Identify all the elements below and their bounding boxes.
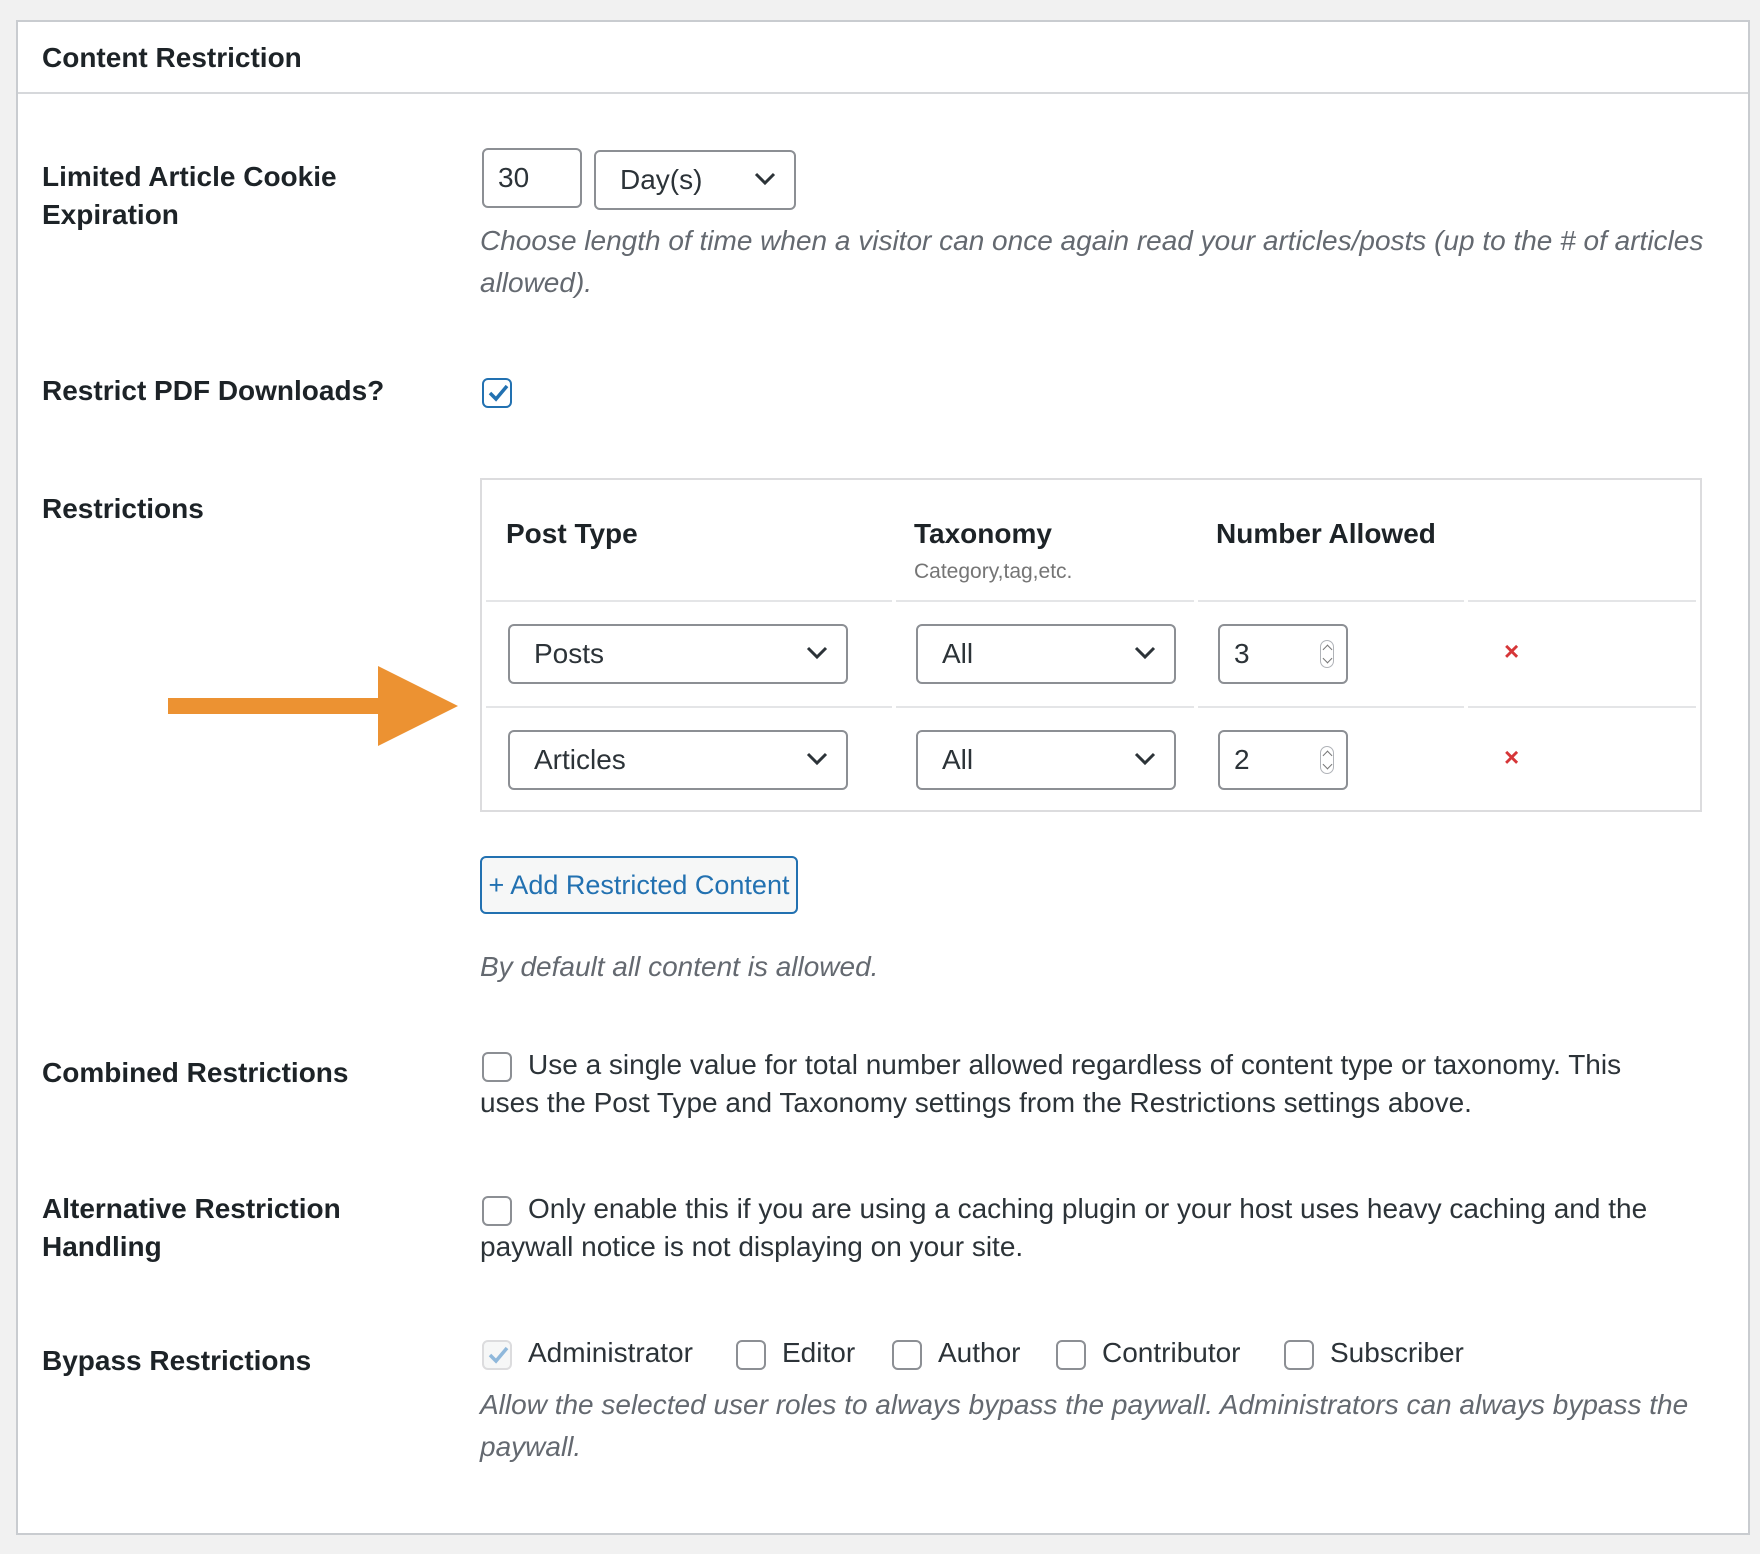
- bypass-editor-checkbox[interactable]: [736, 1340, 766, 1370]
- bypass-administrator-checkbox: [482, 1340, 512, 1370]
- post-type-select[interactable]: [508, 730, 848, 790]
- checkmark-icon: [485, 1342, 511, 1368]
- restrictions-table: [480, 478, 1702, 812]
- post-type-value: Articles: [534, 744, 626, 775]
- remove-row-button[interactable]: ×: [1504, 636, 1520, 666]
- combined-restrictions-text-line1: Use a single value for total number allowed regardless of content type or taxonomy. This: [528, 1049, 1622, 1080]
- alternative-restriction-text-line2: paywall notice is not displaying on your site.: [480, 1231, 1024, 1262]
- bypass-description: Allow the selected user roles to always bypass the paywall. Administrators can always bypass the paywall.: [480, 1389, 1689, 1462]
- orange-arrow-icon: [168, 666, 458, 746]
- alternative-restriction-checkbox[interactable]: [482, 1196, 512, 1226]
- cookie-expiration-input[interactable]: [482, 148, 582, 208]
- post-type-value: Posts: [534, 638, 605, 669]
- add-restricted-content-button[interactable]: + Add Restricted Content: [480, 856, 798, 914]
- alternative-restriction-text-line1: Only enable this if you are using a caching plugin or your host uses heavy caching and the: [528, 1193, 1648, 1224]
- header-taxonomy-hint: Category,tag,etc.: [914, 560, 1073, 583]
- number-allowed-value: 3: [1234, 638, 1250, 669]
- checkmark-icon: [485, 380, 511, 406]
- cookie-expiration-unit-value: Day(s): [620, 164, 703, 195]
- spinner-icon[interactable]: [1320, 640, 1334, 668]
- cookie-expiration-unit-select[interactable]: [594, 150, 796, 210]
- bypass-editor-label: Editor: [782, 1337, 856, 1368]
- chevron-down-icon: [754, 172, 776, 186]
- taxonomy-select[interactable]: [916, 730, 1176, 790]
- panel-header: [18, 22, 1748, 94]
- alternative-restriction-label: Alternative Restriction Handling: [42, 1193, 341, 1262]
- chevron-down-icon: [806, 646, 828, 660]
- number-allowed-input[interactable]: [1218, 624, 1348, 684]
- number-allowed-input[interactable]: [1218, 730, 1348, 790]
- spinner-icon[interactable]: [1320, 746, 1334, 774]
- header-number-allowed: Number Allowed: [1216, 518, 1436, 549]
- cookie-expiration-label: Limited Article Cookie Expiration: [42, 161, 337, 230]
- restrictions-default-note: By default all content is allowed.: [480, 951, 879, 982]
- restrictions-label: Restrictions: [42, 493, 204, 524]
- cookie-expiration-value: 30: [498, 162, 530, 193]
- header-taxonomy: Taxonomy: [914, 518, 1052, 549]
- bypass-subscriber-label: Subscriber: [1330, 1337, 1464, 1368]
- combined-restrictions-text-line2: uses the Post Type and Taxonomy settings from the Restrictions settings above.: [480, 1087, 1472, 1118]
- number-allowed-value: 2: [1234, 744, 1250, 775]
- chevron-down-icon: [1134, 752, 1156, 766]
- restrict-pdf-checkbox[interactable]: [482, 378, 512, 408]
- combined-restrictions-checkbox[interactable]: [482, 1052, 512, 1082]
- bypass-administrator-label: Administrator: [528, 1337, 693, 1368]
- chevron-down-icon: [1134, 646, 1156, 660]
- taxonomy-value: All: [942, 638, 974, 669]
- bypass-author-checkbox[interactable]: [892, 1340, 922, 1370]
- bypass-contributor-label: Contributor: [1102, 1337, 1241, 1368]
- remove-row-button[interactable]: ×: [1504, 742, 1520, 772]
- chevron-down-icon: [806, 752, 828, 766]
- taxonomy-value: All: [942, 744, 974, 775]
- bypass-subscriber-checkbox[interactable]: [1284, 1340, 1314, 1370]
- post-type-select[interactable]: [508, 624, 848, 684]
- bypass-contributor-checkbox[interactable]: [1056, 1340, 1086, 1370]
- content-restriction-panel: [16, 20, 1750, 1535]
- bypass-restrictions-label: Bypass Restrictions: [42, 1345, 312, 1376]
- panel-title: Content Restriction: [42, 42, 302, 73]
- cookie-expiration-description: Choose length of time when a visitor can once again read your articles/posts (up to the # of articles allowed).: [480, 225, 1704, 298]
- combined-restrictions-label: Combined Restrictions: [42, 1057, 349, 1088]
- bypass-author-label: Author: [938, 1337, 1021, 1368]
- taxonomy-select[interactable]: [916, 624, 1176, 684]
- restrict-pdf-label: Restrict PDF Downloads?: [42, 375, 385, 406]
- header-post-type: Post Type: [506, 518, 638, 549]
